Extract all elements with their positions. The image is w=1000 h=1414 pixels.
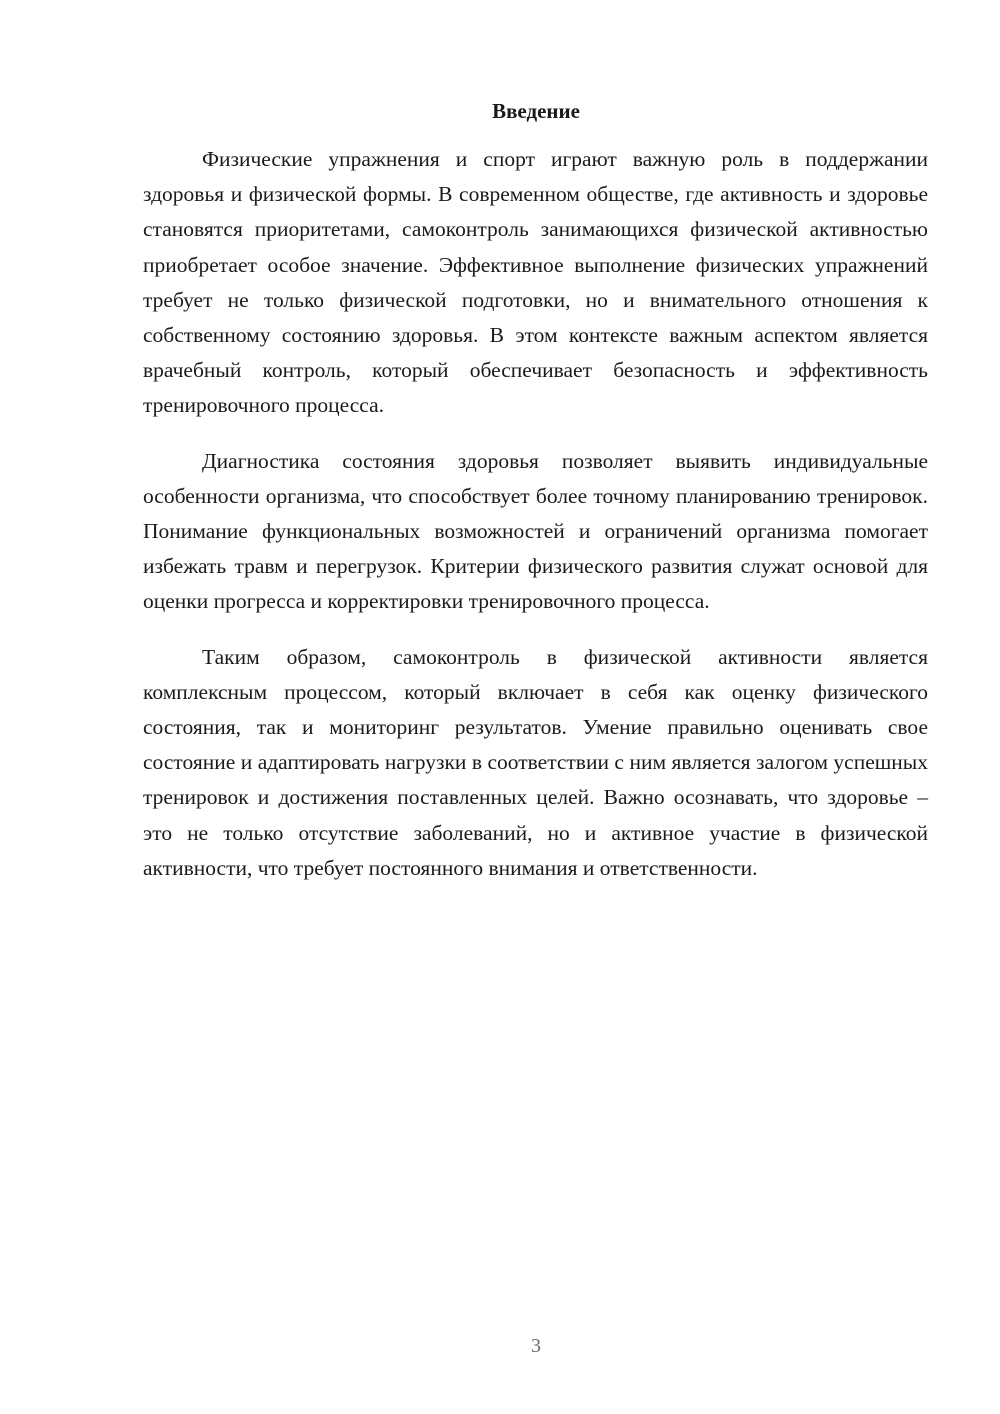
body-text [143, 142, 928, 906]
paragraph-2: Диагностика состояния здоровья позволяет выявить индивидуальные особенности организма, что способствует более точному планированию тренировок. Понимание функциональных возможностей и ограничений организма помогает избежать травм и перегрузок. Критерии физического развития служат основой для оценки прогресса и корректировки тренировочного процесса. [143, 448, 928, 614]
paragraph-1: Физические упражнения и спорт играют важную роль в поддержании здоровья и физической формы. В современном обществе, где активность и здоровье становятся приоритетами, самоконтроль занимающихся физической активностью приобретает особое значение. Эффективное выполнение физических упражнений требует не только физической подготовки, но и внимательного отношения к собственному состоянию здоровья. В этом контексте важным аспектом является врачебный контроль, который обеспечивает безопасность и эффективность тренировочного процесса. [143, 147, 928, 418]
page-number: 3 [531, 1335, 541, 1357]
page-title: Введение [492, 99, 580, 123]
paragraph-3: Таким образом, самоконтроль в физической активности является комплексным процессом, который включает в себя как оценку физического состояния, так и мониторинг результатов. Умение правильно оценивать свое состояние и адаптировать нагрузки в соответствии с ним является залогом успешных тренировок и достижения поставленных целей. Важно осознавать, что здоровье – это не только отсутствие заболеваний, но и активное участие в физической активности, что требует постоянного внимания и ответственности. [143, 644, 928, 880]
